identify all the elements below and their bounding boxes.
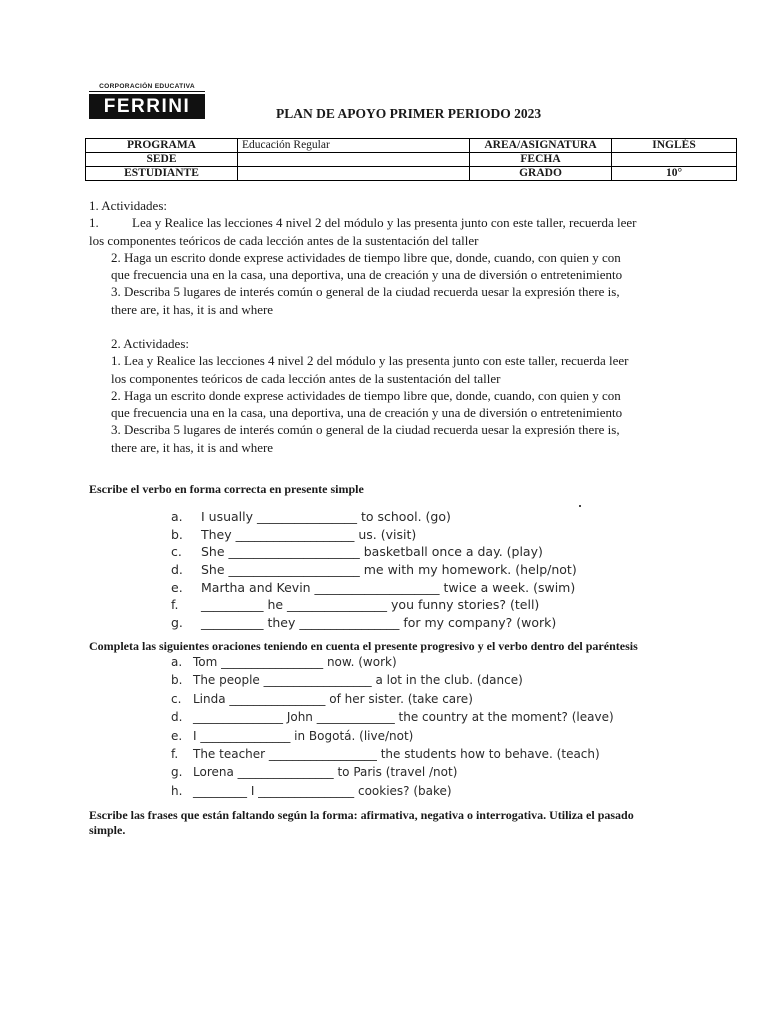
table-cell: PROGRAMA [86,139,238,153]
activity-item-line: 3. Describa 5 lugares de interés común o general de la ciudad recuerda uesar la expresión there is, [111,284,620,300]
table-cell: FECHA [470,153,612,167]
exercise-letter: a. [171,655,183,669]
table-cell [238,153,470,167]
exercise-item [171,690,731,708]
exercise-item [171,614,731,632]
exercise-letter: c. [171,544,182,560]
activities-heading: 2. Actividades: [111,336,189,351]
exercise-item [171,727,731,745]
table-row [86,167,737,181]
student-info-table [85,138,737,181]
exercise-letter: f. [171,746,179,761]
past-simple-heading-line: Escribe las frases que están faltando según la forma: afirmativa, negativa o interrogativa. Utiliza el pasado [89,808,634,822]
exercise-letter: b. [171,526,183,542]
activity-item-line: 3. Describa 5 lugares de interés común o general de la ciudad recuerda uesar la expresión there is, [111,422,620,438]
past-simple-heading-line: simple. [89,823,126,837]
exercise-text: __________ they ________________ for my company? (work) [201,615,557,631]
exercise-text: She _____________________ me with my homework. (help/not) [201,562,577,578]
exercise-item [171,745,731,763]
table-cell: Educación Regular [238,139,470,153]
exercise-text: The teacher __________________ the students how to behave. (teach) [193,746,600,761]
table-cell: GRADO [470,167,612,181]
exercise-letter: e. [171,728,183,743]
exercise-item [171,763,731,781]
activities-block-1 [89,197,729,318]
past-simple-heading [89,808,634,838]
exercise-item [171,543,731,561]
exercise-letter: f. [171,597,179,613]
exercise-item [171,526,731,544]
exercise-text: __________ he ________________ you funny stories? (tell) [201,597,540,613]
table-cell: AREA/ASIGNATURA [470,139,612,153]
exercise-text: _________ I ________________ cookies? (bake) [193,783,452,798]
exercise-item [171,579,731,597]
exercise-item [171,671,731,689]
exercise-letter: g. [171,765,183,780]
logo-subtitle: CORPORACIÓN EDUCATIVA [89,83,205,92]
exercise-item [171,782,731,800]
table-cell: SEDE [86,153,238,167]
present-progressive-heading: Completa las siguientes oraciones teniendo en cuenta el presente progresivo y el verbo dentro del paréntesis [89,639,638,653]
present-progressive-exercise [171,653,731,800]
exercise-text: Martha and Kevin ____________________ twice a week. (swim) [201,579,576,595]
exercise-item [171,561,731,579]
exercise-letter: d. [171,710,183,725]
activity-item-line: los componentes teóricos de cada lección antes de la sustentación del taller [111,370,501,386]
activity-item-line: que frecuencia una en la casa, una deportiva, una de creación y una de diversión o entretenimiento [111,405,623,421]
exercise-item [171,653,731,671]
table-cell: ESTUDIANTE [86,167,238,181]
activity-item-line: 1. Lea y Realice las lecciones 4 nivel 2 del módulo y las presenta junto con este taller, recuerda leer [111,353,629,369]
exercise-letter: a. [171,509,183,524]
exercise-text: I _______________ in Bogotá. (live/not) [193,728,414,743]
activity-item-line: que frecuencia una en la casa, una deportiva, una de creación y una de diversión o entretenimiento [111,267,623,283]
exercise-text: Linda ________________ of her sister. (take care) [193,691,473,706]
activity-item-line: 2. Haga un escrito donde exprese actividades de tiempo libre que, donde, cuando, con quien y con [111,387,621,403]
activity-item-text: Lea y Realice las lecciones 4 nivel 2 del módulo y las presenta junto con este taller, recuerda leer [132,215,637,231]
activity-item-line: there are, it has, it is and where [111,301,274,317]
exercise-text: Lorena ________________ to Paris (travel /not) [193,765,458,780]
table-cell: INGLÉS [612,139,737,153]
activity-item-line: 2. Haga un escrito donde exprese actividades de tiempo libre que, donde, cuando, con quien y con [111,249,621,265]
table-cell [238,167,470,181]
activity-item-line [89,214,729,231]
exercise-letter: h. [171,783,183,798]
table-cell [612,153,737,167]
activity-item-line: los componentes teóricos de cada lección antes de la sustentación del taller [89,232,479,248]
stray-mark [579,505,581,507]
present-simple-exercise [171,508,731,632]
exercise-letter: b. [171,673,183,688]
exercise-text: She _____________________ basketball once a day. (play) [201,544,543,560]
exercise-letter: g. [171,615,183,631]
exercise-letter: d. [171,562,183,578]
exercise-letter: c. [171,691,182,706]
table-row [86,153,737,167]
logo-wordmark: FERRINI [89,94,205,119]
exercise-text: _______________ John _____________ the country at the moment? (leave) [193,710,614,725]
exercise-text: I usually ________________ to school. (go) [201,509,451,524]
table-row [86,139,737,153]
exercise-item [171,708,731,726]
exercise-letter: e. [171,579,183,595]
exercise-item [171,596,731,614]
table-cell: 10° [612,167,737,181]
activity-item-line: there are, it has, it is and where [111,439,274,455]
exercise-text: The people __________________ a lot in the club. (dance) [193,673,523,688]
page-title: PLAN DE APOYO PRIMER PERIODO 2023 [276,106,542,121]
activities-heading: 1. Actividades: [89,198,167,213]
activities-block-2 [89,335,729,456]
school-logo [89,83,205,119]
activity-item-number: 1. [89,215,99,231]
exercise-text: They ___________________ us. (visit) [201,526,417,542]
exercise-text: Tom _________________ now. (work) [193,655,397,669]
present-simple-heading: Escribe el verbo en forma correcta en presente simple [89,482,364,496]
exercise-item [171,508,731,526]
